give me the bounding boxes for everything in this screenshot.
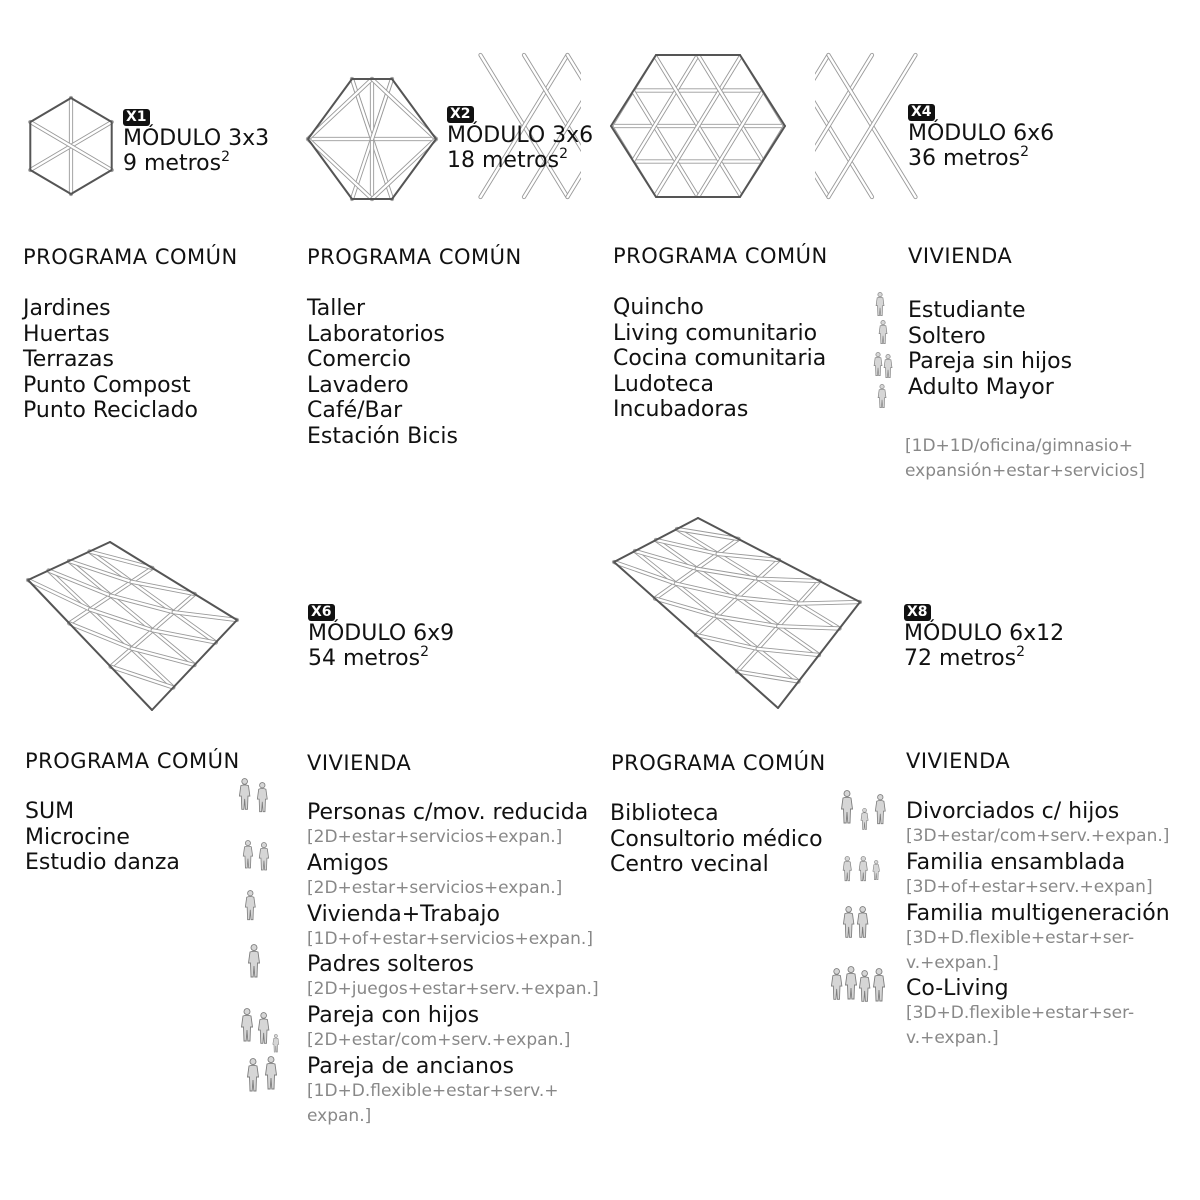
list-item: Punto Reciclado (23, 398, 199, 423)
vivienda-item (906, 799, 1169, 849)
module-area: 54 metros$^2$ (308, 644, 429, 671)
module-title: MÓDULO 6x12 (904, 621, 1065, 646)
list-item: Cocina comunitaria (613, 346, 827, 371)
vivienda-item-name: Personas c/mov. reducida (307, 800, 589, 825)
vivienda-item-detail: [2D+estar/com+serv.+expan.] (307, 1030, 571, 1051)
coliving-figure-icon (830, 968, 843, 1000)
vivienda-item-name: Amigos (307, 850, 389, 876)
worker-figure-icon (244, 890, 257, 921)
note-line: [1D+1D/oficina/gimnasio+ (905, 436, 1134, 456)
list-item: Biblioteca (610, 801, 719, 826)
vivienda-item (307, 1054, 558, 1129)
module-grid-line-highlight (799, 602, 860, 604)
list-item: Laboratorios (307, 321, 445, 347)
coliving-figure-icon (844, 966, 858, 1000)
vivienda-item-detail: [3D+estar/com+serv.+expan.] (906, 826, 1170, 846)
list-item: Quincho (613, 295, 704, 320)
coliving-figure-icon (858, 970, 871, 1002)
list-item: Adulto Mayor (908, 374, 1054, 400)
module-badge: X4 (908, 104, 935, 121)
module-outline (71, 170, 112, 194)
module-outline (30, 98, 71, 122)
student-figure-icon (875, 292, 885, 316)
vivienda-item-name: Divorciados c/ hijos (906, 799, 1120, 824)
list-item: Pareja sin hijos (908, 349, 1073, 374)
module-title: MÓDULO 3x6 (447, 123, 594, 148)
vivienda-item (307, 952, 599, 1002)
vivienda-item (307, 902, 593, 952)
heading-vivienda: VIVIENDA (906, 749, 1011, 773)
vivienda-item-name: Padres solteros (307, 952, 474, 978)
list-item: Huertas (23, 321, 110, 347)
vivienda-item-detail: [3D+of+estar+serv.+expan] (906, 876, 1153, 897)
friend-figure-icon (258, 842, 270, 871)
list-item: Comercio (307, 347, 412, 372)
list-item: Living comunitario (613, 320, 818, 346)
module-outline (308, 79, 352, 139)
vivienda-item-detail: [2D+juegos+estar+serv.+expan.] (307, 979, 599, 1000)
program-list-3x3 (23, 296, 198, 424)
vivienda-item (307, 1003, 570, 1053)
vivienda-item-name: Familia multigeneración (906, 900, 1170, 926)
elder-figure-icon (877, 384, 887, 408)
single-parent-figure-icon (247, 944, 261, 978)
program-list-6x9 (25, 799, 180, 876)
child-figure-icon (874, 794, 887, 825)
blended-family-figure-icon (842, 856, 853, 882)
module-outline (71, 98, 112, 122)
vivienda-item-detail: [1D+D.flexible+estar+serv.+ (307, 1081, 559, 1101)
list-item: SUM (25, 799, 75, 824)
vivienda-item-detail: v.+expan.] (906, 952, 999, 973)
vivienda-item-detail: [1D+of+estar+servicios+expan.] (307, 928, 593, 949)
list-item: Soltero (908, 323, 986, 349)
blended-family-figure-icon (872, 860, 880, 880)
companion-figure-icon (256, 782, 269, 813)
list-item: Estación Bicis (307, 423, 458, 449)
list-item: Centro vecinal (610, 852, 769, 877)
module-outline (28, 542, 110, 580)
module-badge: X8 (904, 604, 931, 621)
list-item: Taller (307, 296, 366, 321)
vivienda-item-name: Familia ensamblada (906, 849, 1126, 875)
couple-figure-icon (883, 354, 893, 378)
list-item: Terrazas (23, 347, 114, 372)
vivienda-item-name: Pareja con hijos (307, 1003, 480, 1029)
blended-family-figure-icon (858, 856, 869, 882)
note-line: expansión+estar+servicios] (905, 461, 1145, 481)
module-area: 9 metros$^2$ (123, 149, 230, 176)
module-badge: X2 (447, 106, 474, 123)
module-area: 72 metros$^2$ (904, 644, 1025, 671)
list-item: Jardines (23, 296, 111, 321)
list-item: Punto Compost (23, 372, 191, 398)
program-list-3x6 (307, 296, 458, 449)
vivienda-note-6x6 (905, 434, 1145, 484)
list-item: Ludoteca (613, 371, 714, 397)
child-figure-icon (272, 1034, 280, 1053)
module-outline (392, 79, 436, 139)
vivienda-item-detail: [3D+D.flexible+estar+ser- (906, 927, 1135, 948)
vivienda-item (307, 851, 562, 901)
multigeneration-figure-icon (842, 906, 855, 938)
vivienda-item-detail: [2D+estar+servicios+expan.] (307, 877, 563, 898)
heading-vivienda: VIVIENDA (908, 244, 1013, 268)
vivienda-item-name: Pareja de ancianos (307, 1054, 514, 1079)
vivienda-item-detail: [3D+D.flexible+estar+ser- (906, 1003, 1135, 1024)
module-title: MÓDULO 3x3 (123, 126, 270, 151)
vivienda-item (906, 901, 1170, 976)
module-outline (392, 139, 436, 199)
list-item: Incubadoras (613, 397, 749, 422)
module-grid-line-highlight (69, 623, 131, 648)
list-item: Estudiante (908, 298, 1026, 323)
heading-programa-comun: PROGRAMA COMÚN (25, 749, 240, 773)
vivienda-item-name: Vivienda+Trabajo (307, 901, 500, 927)
single-figure-icon (878, 320, 888, 344)
vivienda-list-6x6 (908, 298, 1072, 400)
elder-figure-icon (264, 1056, 278, 1090)
list-item: Café/Bar (307, 398, 403, 423)
friend-figure-icon (242, 840, 254, 869)
coliving-figure-icon (872, 968, 886, 1002)
program-list-6x6 (613, 295, 826, 423)
vivienda-item-detail: v.+expan.] (906, 1028, 999, 1049)
wheelchair-person-figure-icon (238, 778, 251, 810)
parent-figure-icon (240, 1008, 254, 1042)
list-item: Microcine (25, 824, 130, 850)
heading-programa-comun: PROGRAMA COMÚN (613, 244, 828, 268)
list-item: Consultorio médico (610, 826, 823, 852)
elder-figure-icon (246, 1058, 260, 1092)
module-label-x8 (904, 601, 1064, 671)
child-figure-icon (860, 808, 869, 830)
module-area: 18 metros$^2$ (447, 146, 568, 173)
heading-vivienda: VIVIENDA (307, 751, 412, 775)
module-grid-line-highlight (614, 562, 676, 584)
module-label-x1 (123, 106, 269, 176)
module-outline (308, 139, 352, 199)
list-item: Lavadero (307, 372, 409, 398)
module-label-x6 (308, 601, 454, 671)
multigeneration-figure-icon (856, 906, 869, 938)
heading-programa-comun: PROGRAMA COMÚN (307, 245, 522, 269)
module-outline (30, 170, 71, 194)
heading-programa-comun: PROGRAMA COMÚN (23, 245, 238, 269)
vivienda-item (906, 850, 1153, 900)
vivienda-item (906, 976, 1134, 1051)
module-label-x2 (447, 103, 593, 173)
module-label-x4 (908, 101, 1054, 171)
couple-figure-icon (873, 352, 883, 376)
parent-figure-icon (257, 1012, 270, 1044)
vivienda-item-name: Co-Living (906, 976, 1009, 1002)
list-item: Estudio danza (25, 850, 180, 875)
vivienda-item-detail: expan.] (307, 1106, 372, 1126)
module-area: 36 metros$^2$ (908, 144, 1029, 171)
module-title: MÓDULO 6x9 (308, 621, 455, 646)
module-badge: X1 (123, 109, 150, 126)
program-list-6x12 (610, 801, 823, 878)
vivienda-item-detail: [2D+estar+servicios+expan.] (307, 827, 563, 847)
divorced-parent-figure-icon (840, 790, 854, 824)
module-title: MÓDULO 6x6 (908, 121, 1055, 146)
module-badge: X6 (308, 604, 335, 621)
vivienda-item (307, 800, 588, 850)
heading-programa-comun: PROGRAMA COMÚN (611, 751, 826, 775)
